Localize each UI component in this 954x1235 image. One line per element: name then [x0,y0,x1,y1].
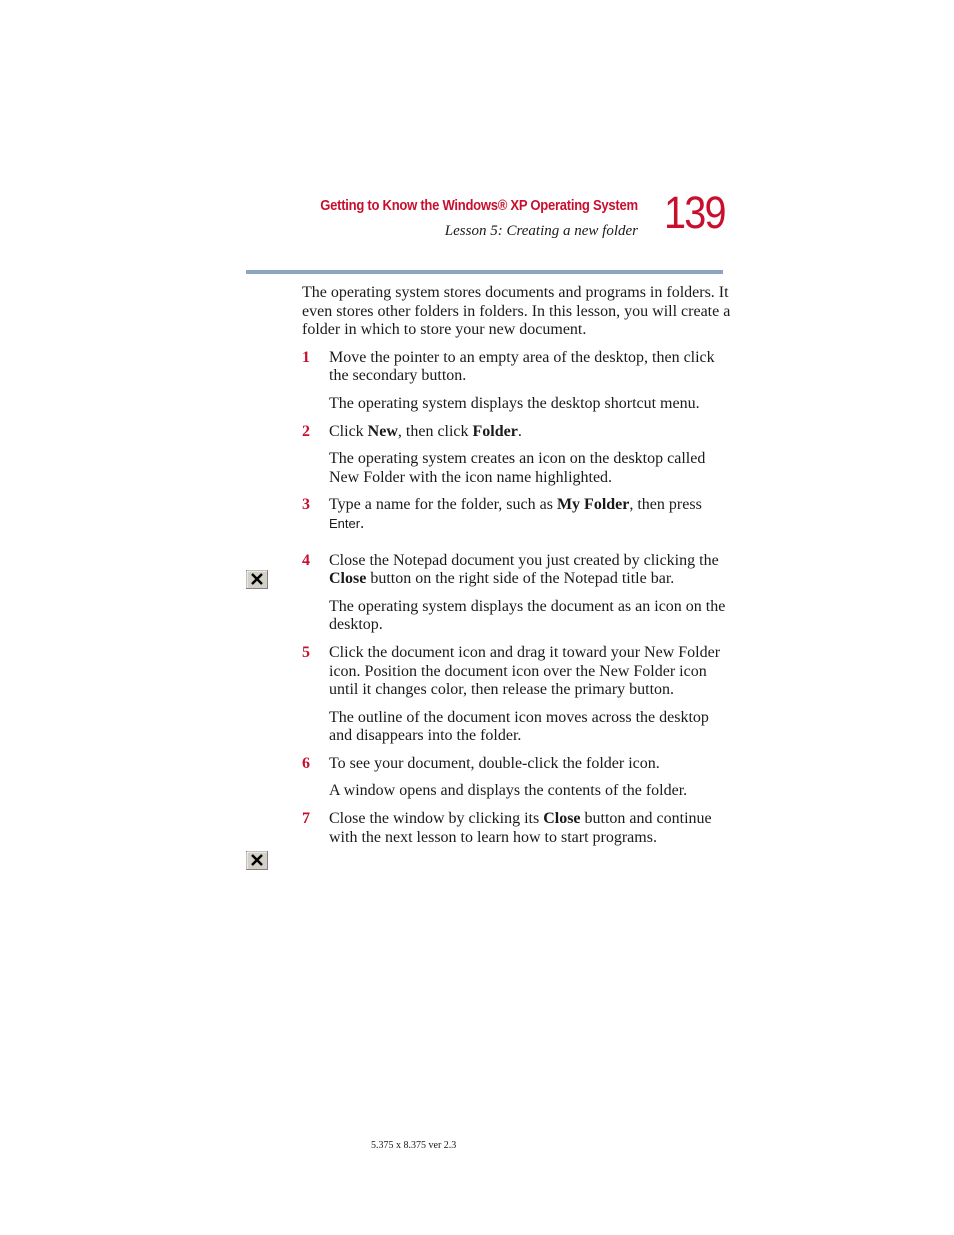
step-number: 3 [302,496,310,514]
header-rule [246,270,723,274]
step-text: Type a name for the folder, such as [329,496,557,514]
step-2 [302,423,732,442]
ui-term-my-folder: My Folder [556,496,630,514]
step-1 [302,349,732,386]
step-text: button on the right side of the Notepad title bar. [366,570,675,588]
step-text: Close the window by clicking its [329,810,544,828]
lesson-body [302,284,732,856]
step-text: . [360,514,365,532]
step-text: button and continue with the next lesson to learn how to start programs. [329,810,712,846]
step-text: Move the pointer to an empty area of the desktop, then click the secondary button. [329,348,715,385]
ui-term-close: Close [543,810,581,828]
step-text: To see your document, double-click the folder icon. [329,754,660,772]
close-icon [246,570,268,589]
intro-paragraph: The operating system stores documents and programs in folders. It even stores other folders in folders. In this lesson, you will create a folder in which to store your new document. [302,284,731,339]
step-result: The operating system creates an icon on the desktop called New Folder with the icon name highlighted. [329,450,706,486]
ui-term-folder: Folder [472,422,518,440]
ui-term-new: New [367,422,398,440]
step-text: . [517,422,522,440]
step-number: 7 [302,810,310,828]
running-header-title: Getting to Know the Windows® XP Operating System [320,198,638,214]
step-result: A window opens and displays the contents of the folder. [329,782,688,800]
step-text: , then click [397,422,473,440]
running-header-subtitle: Lesson 5: Creating a new folder [444,223,638,239]
step-7 [302,810,732,847]
step-text: Click [329,422,368,440]
step-4 [302,552,732,589]
print-spec-footer: 5.375 x 8.375 ver 2.3 [371,1140,457,1151]
step-number: 1 [302,348,310,366]
step-number: 5 [302,643,310,661]
step-number: 2 [302,422,310,440]
close-icon [246,851,268,870]
step-number: 6 [302,754,310,772]
step-6 [302,755,732,774]
ui-term-close: Close [329,570,367,588]
step-result: The operating system displays the desktop shortcut menu. [329,394,700,412]
step-text: Close the Notepad document you just created by clicking the [329,551,719,569]
step-result: The outline of the document icon moves across the desktop and disappears into the folder. [329,708,709,745]
key-name: Enter [329,515,361,531]
page-number: 139 [664,187,725,238]
step-3 [302,496,732,533]
step-text: , then press [629,496,702,514]
step-result: The operating system displays the document as an icon on the desktop. [329,597,726,634]
step-5 [302,644,732,700]
step-number: 4 [302,551,310,569]
step-text: Click the document icon and drag it toward your New Folder icon. Position the document icon over the New Folder icon until it changes color, then release the primary button. [329,643,721,699]
